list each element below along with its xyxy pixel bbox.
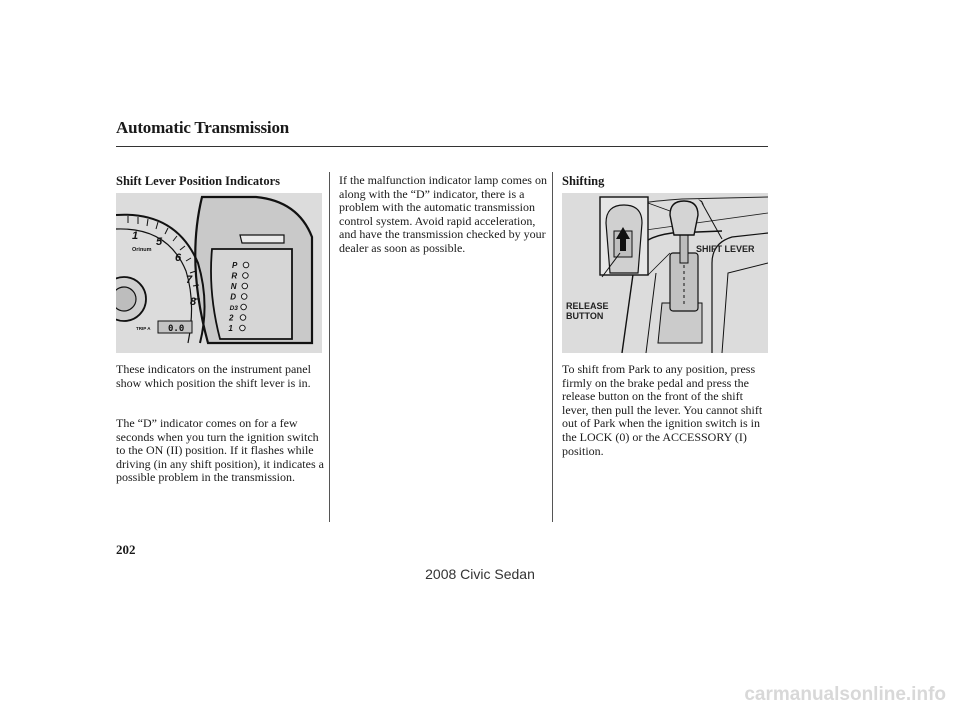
gauge-number-7: 7 [186,274,193,286]
gear-indicator-label: D [230,292,236,302]
gauge-brand-mark: Orinum [132,247,152,253]
paragraph-indicators-intro: These indicators on the instrument panel show which position the shift lever is in. [116,362,311,390]
gauge-number-1: 1 [132,230,139,242]
title-divider [116,146,768,147]
shift-lever-figure [562,193,768,353]
gear-indicator-label: 1 [228,324,233,333]
section-heading-shifting: Shifting [562,174,605,188]
gear-indicator-label: D3 [229,305,238,312]
gear-indicator-lamp [240,325,246,331]
gauge-number-5: 5 [156,236,163,248]
gear-indicator-lamp [243,273,249,279]
footer-model-name: 2008 Civic Sedan [425,566,535,582]
gauge-number-8: 8 [190,296,197,308]
column-divider-left [329,172,330,522]
release-button-label: RELEASE BUTTON [566,301,609,321]
gear-indicator-lamp [241,294,247,300]
shift-lever-label: SHIFT LEVER [696,244,755,254]
gear-indicator-label: R [231,271,238,281]
gear-indicator-lamp [242,283,248,289]
page-number: 202 [116,542,136,557]
instrument-panel-figure [116,193,322,353]
gear-indicator-lamp [241,304,247,310]
gear-indicator-label: 2 [229,313,234,323]
gear-indicator-lamp [243,262,249,268]
gear-indicator-lamp [240,315,246,321]
gear-indicator-label: N [230,282,237,291]
page-title: Automatic Transmission [116,118,290,137]
paragraph-d-indicator: The “D” indicator comes on for a few seconds when you turn the ignition switch to the ON (II) position. If it flashes while driving (in any shift position), it indicates a possible problem in the transmission. [116,416,324,485]
column-divider-right [552,172,553,522]
section-heading-shift-indicators: Shift Lever Position Indicators [116,174,281,188]
odometer-prefix: TRIP A [136,326,151,331]
paragraph-shifting-instructions: To shift from Park to any position, press firmly on the brake pedal and press the release button on the front of the shift lever, then pull the lever. You cannot shift out of Park when the ignition switch is in the LOCK (0) or the ACCESSORY (I) position. [562,362,763,458]
paragraph-malfunction-lamp: If the malfunction indicator lamp comes on along with the “D” indicator, there is a problem with the automatic transmission control system. Avoid rapid acceleration, and have the transmission checked by your dealer as soon as possible. [339,173,547,255]
gauge-number-6: 6 [175,252,182,264]
shift-lever-illustration [562,193,768,353]
odometer-readout: 0.0 [168,324,185,334]
gear-indicator-label: P [232,261,238,270]
instrument-panel-illustration [116,193,322,353]
watermark: carmanualsonline.info [744,684,946,705]
